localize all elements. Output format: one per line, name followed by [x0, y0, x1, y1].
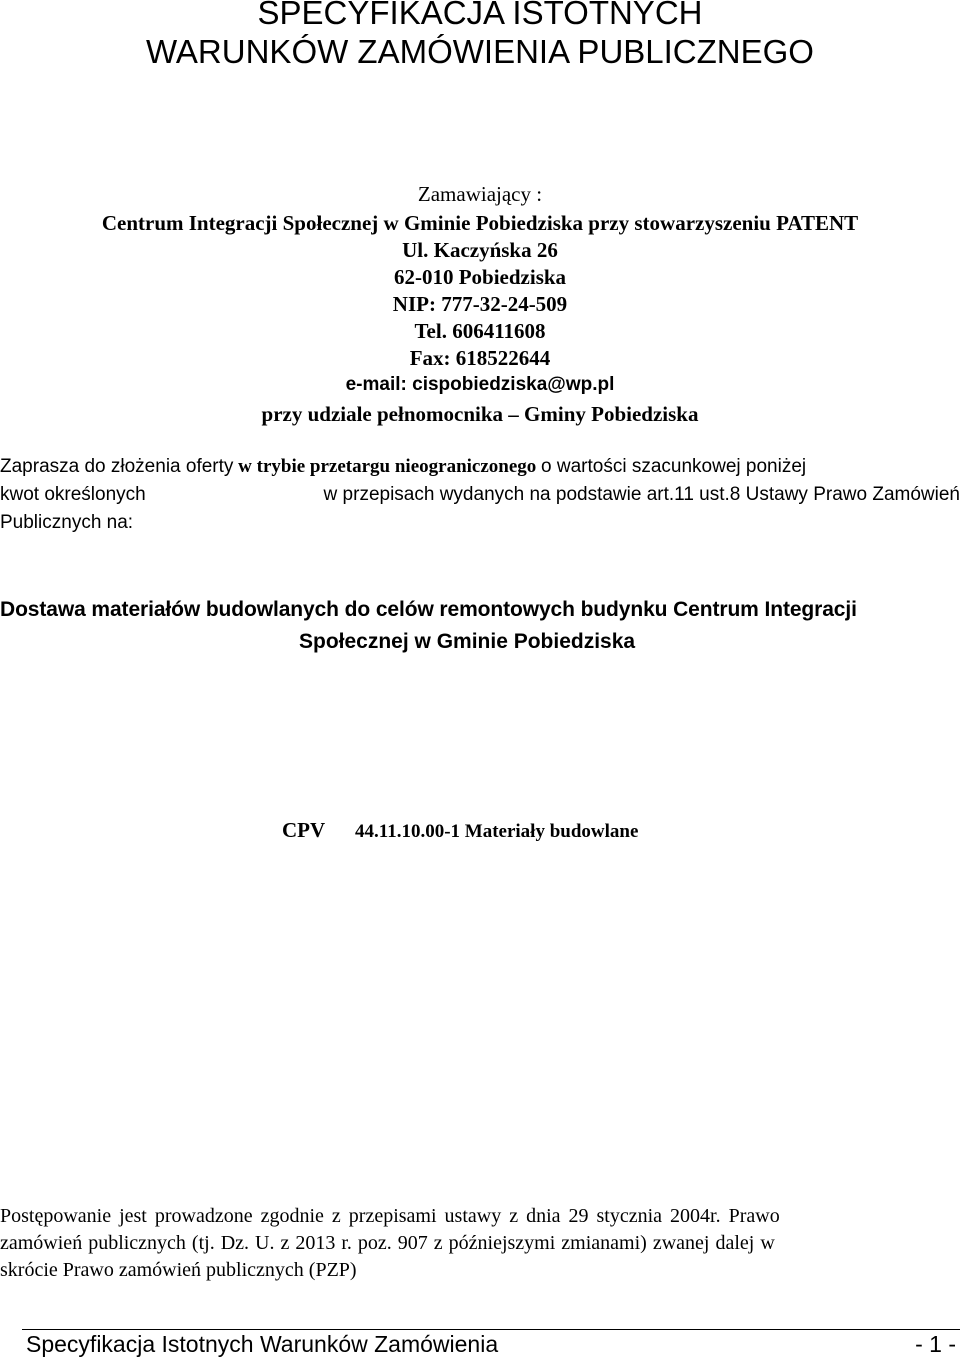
subject-line-2: Społecznej w Gminie Pobiedziska — [299, 630, 636, 653]
legal-basis-line-2: zamówień publicznych (tj. Dz. U. z 2013 r. poz. 907 z późniejszymi zmianami) zwanej dalej w — [0, 1232, 775, 1254]
invitation-text: o wartości szacunkowej poniżej — [541, 456, 807, 477]
document-title-line-2: WARUNKÓW ZAMÓWIENIA PUBLICZNEGO — [146, 33, 814, 70]
cpv-label: CPV — [282, 818, 326, 842]
invitation-text: Zaprasza do złożenia oferty — [0, 456, 234, 477]
invitation-text: kwot określonych — [0, 484, 146, 505]
contracting-street: Ul. Kaczyńska 26 — [402, 238, 558, 262]
footer-rule — [22, 1329, 960, 1330]
contracting-email: e-mail: cispobiedziska@wp.pl — [345, 374, 615, 395]
invitation-text: w przepisach wydanych na podstawie art.11 ust.8 Ustawy Prawo Zamówień — [323, 484, 960, 505]
contracting-city: 62-010 Pobiedziska — [393, 265, 567, 289]
cpv-code: 44.11.10.00-1 Materiały budowlane — [355, 821, 639, 842]
document-title-line-1: SPECYFIKACJA ISTOTNYCH — [257, 0, 703, 31]
contracting-label: Zamawiający : — [417, 182, 543, 206]
subject-line-1: Dostawa materiałów budowlanych do celów remontowych budynku Centrum Integracji — [0, 598, 857, 621]
contracting-proxy: przy udziale pełnomocnika – Gminy Pobiedziska — [261, 402, 699, 426]
footer-title: Specyfikacja Istotnych Warunków Zamówienia — [26, 1331, 499, 1357]
legal-basis-line-3: skrócie Prawo zamówień publicznych (PZP) — [0, 1259, 357, 1281]
contracting-tel: Tel. 606411608 — [414, 319, 546, 343]
invitation-line-2 — [0, 481, 960, 508]
legal-basis-line-1: Postępowanie jest prowadzone zgodnie z przepisami ustawy z dnia 29 stycznia 2004r. Prawo — [0, 1205, 780, 1227]
footer-page-number: - 1 - — [915, 1331, 956, 1357]
procedure-type: w trybie przetargu nieograniczonego — [238, 456, 537, 477]
contracting-nip: NIP: 777-32-24-509 — [392, 292, 568, 316]
invitation-line-3: Publicznych na: — [0, 512, 134, 533]
contracting-fax: Fax: 618522644 — [409, 346, 551, 370]
invitation-line-1 — [0, 453, 960, 480]
contracting-name: Centrum Integracji Społecznej w Gminie Pobiedziska przy stowarzyszeniu PATENT — [101, 211, 859, 235]
